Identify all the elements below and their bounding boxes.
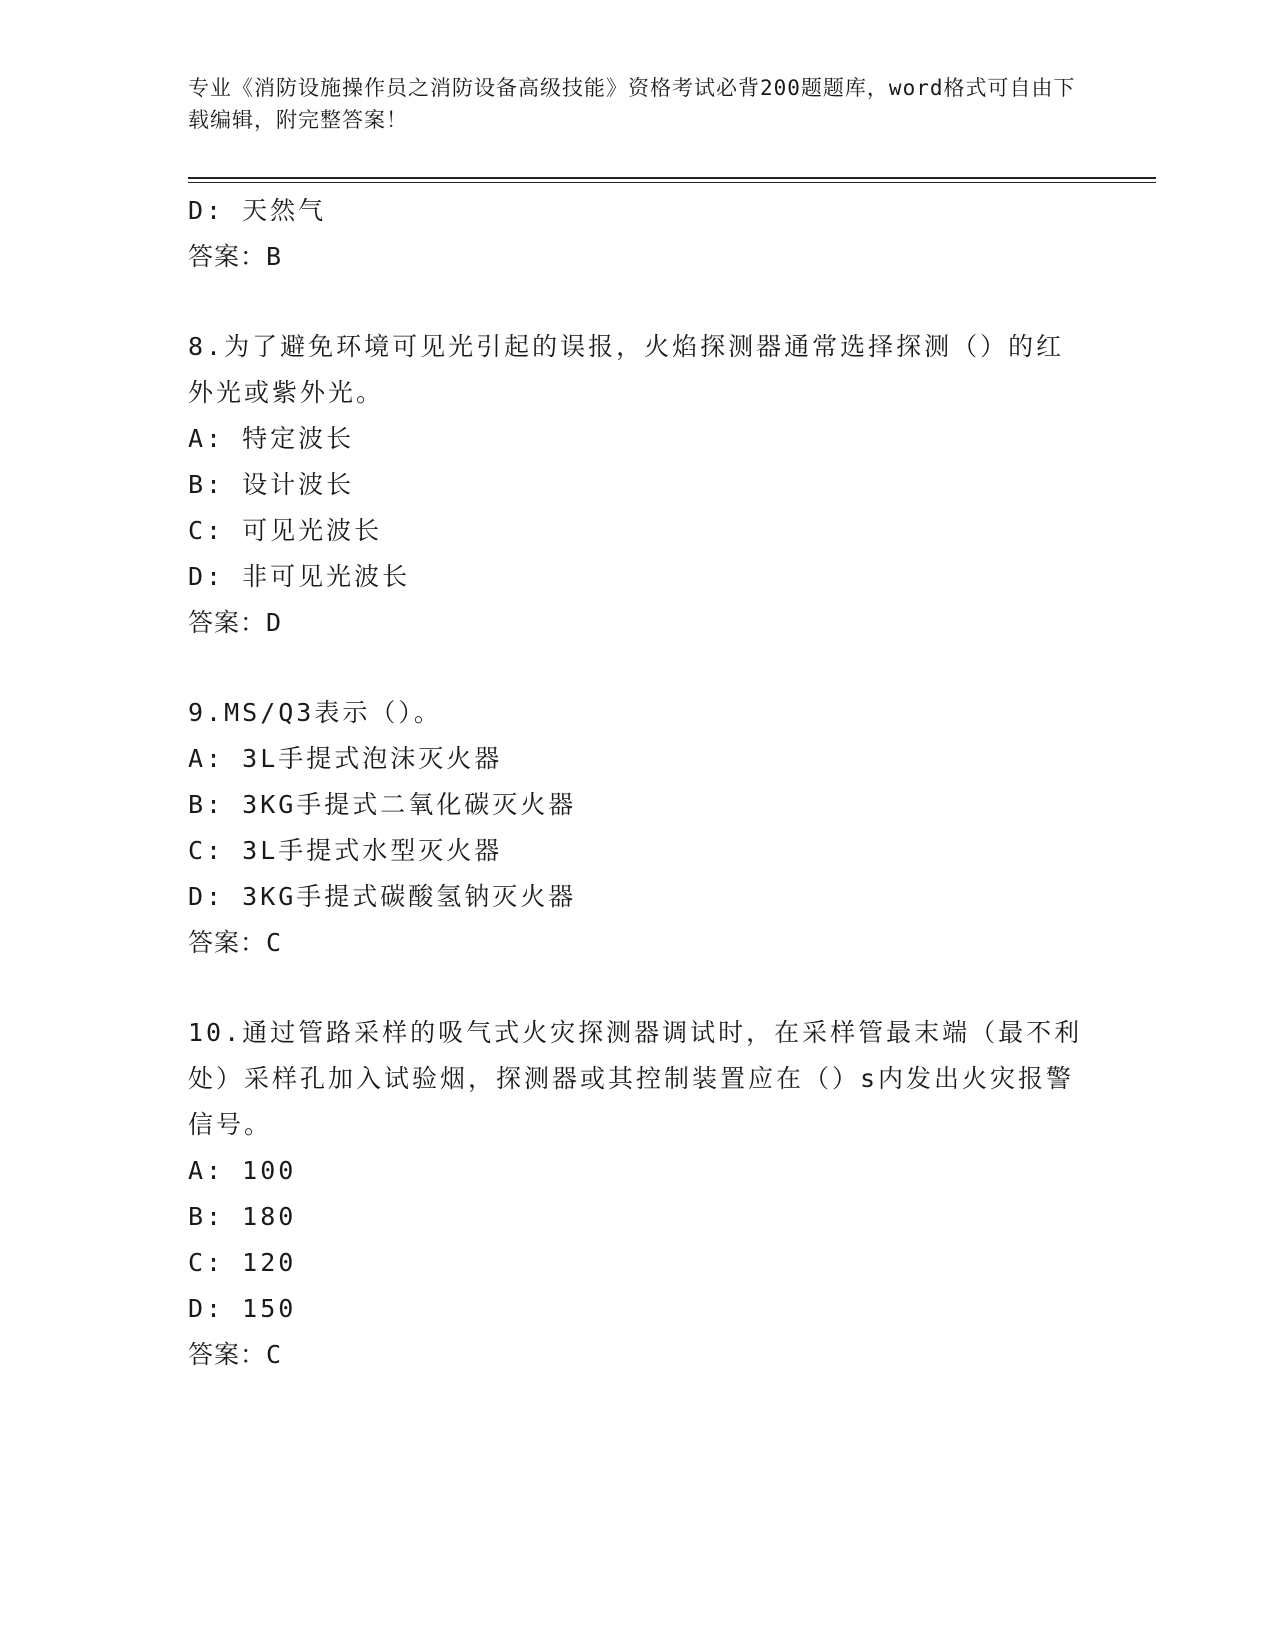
answer-line: 答案：C: [188, 928, 283, 957]
option-a: A: 100: [188, 1156, 297, 1185]
header-divider-thin: [188, 182, 1156, 183]
answer-line: 答案：D: [188, 608, 283, 637]
option-a: A: 3L手提式泡沫灭火器: [188, 744, 503, 773]
option-a: A: 特定波长: [188, 424, 355, 453]
option-c: C: 可见光波长: [188, 516, 383, 545]
option-b: B: 3KG手提式二氧化碳灭火器: [188, 790, 577, 819]
option-c: C: 3L手提式水型灭火器: [188, 836, 503, 865]
question-9: [188, 690, 1088, 966]
option-d: D: 非可见光波长: [188, 562, 411, 591]
question-list: [188, 188, 1088, 1378]
question-text: 9.MS/Q3表示（）。: [188, 698, 442, 727]
question-text: 10.通过管路采样的吸气式火灾探测器调试时，在采样管最末端（最不利处）采样孔加入试验烟，探测器或其控制装置应在（）s内发出火灾报警信号。: [188, 1018, 1083, 1139]
option-c: C: 120: [188, 1248, 297, 1277]
spacer: [188, 966, 1088, 1010]
spacer: [188, 646, 1088, 690]
option-b: B: 180: [188, 1202, 297, 1231]
question-8: [188, 324, 1088, 646]
option-b: B: 设计波长: [188, 470, 355, 499]
option-d: D: 天然气: [188, 196, 327, 225]
option-d: D: 150: [188, 1294, 297, 1323]
page-header-title: 专业《消防设施操作员之消防设备高级技能》资格考试必背200题题库，word格式可自由下载编辑，附完整答案！: [188, 76, 1076, 132]
answer-line: 答案：B: [188, 242, 283, 271]
header-divider-thick: [188, 177, 1156, 179]
question-10: [188, 1010, 1088, 1378]
spacer: [188, 280, 1088, 324]
answer-line: 答案：C: [188, 1340, 283, 1369]
previous-question-tail: [188, 188, 1088, 280]
option-d: D: 3KG手提式碳酸氢钠灭火器: [188, 882, 577, 911]
question-text: 8.为了避免环境可见光引起的误报，火焰探测器通常选择探测（）的红外光或紫外光。: [188, 332, 1065, 407]
